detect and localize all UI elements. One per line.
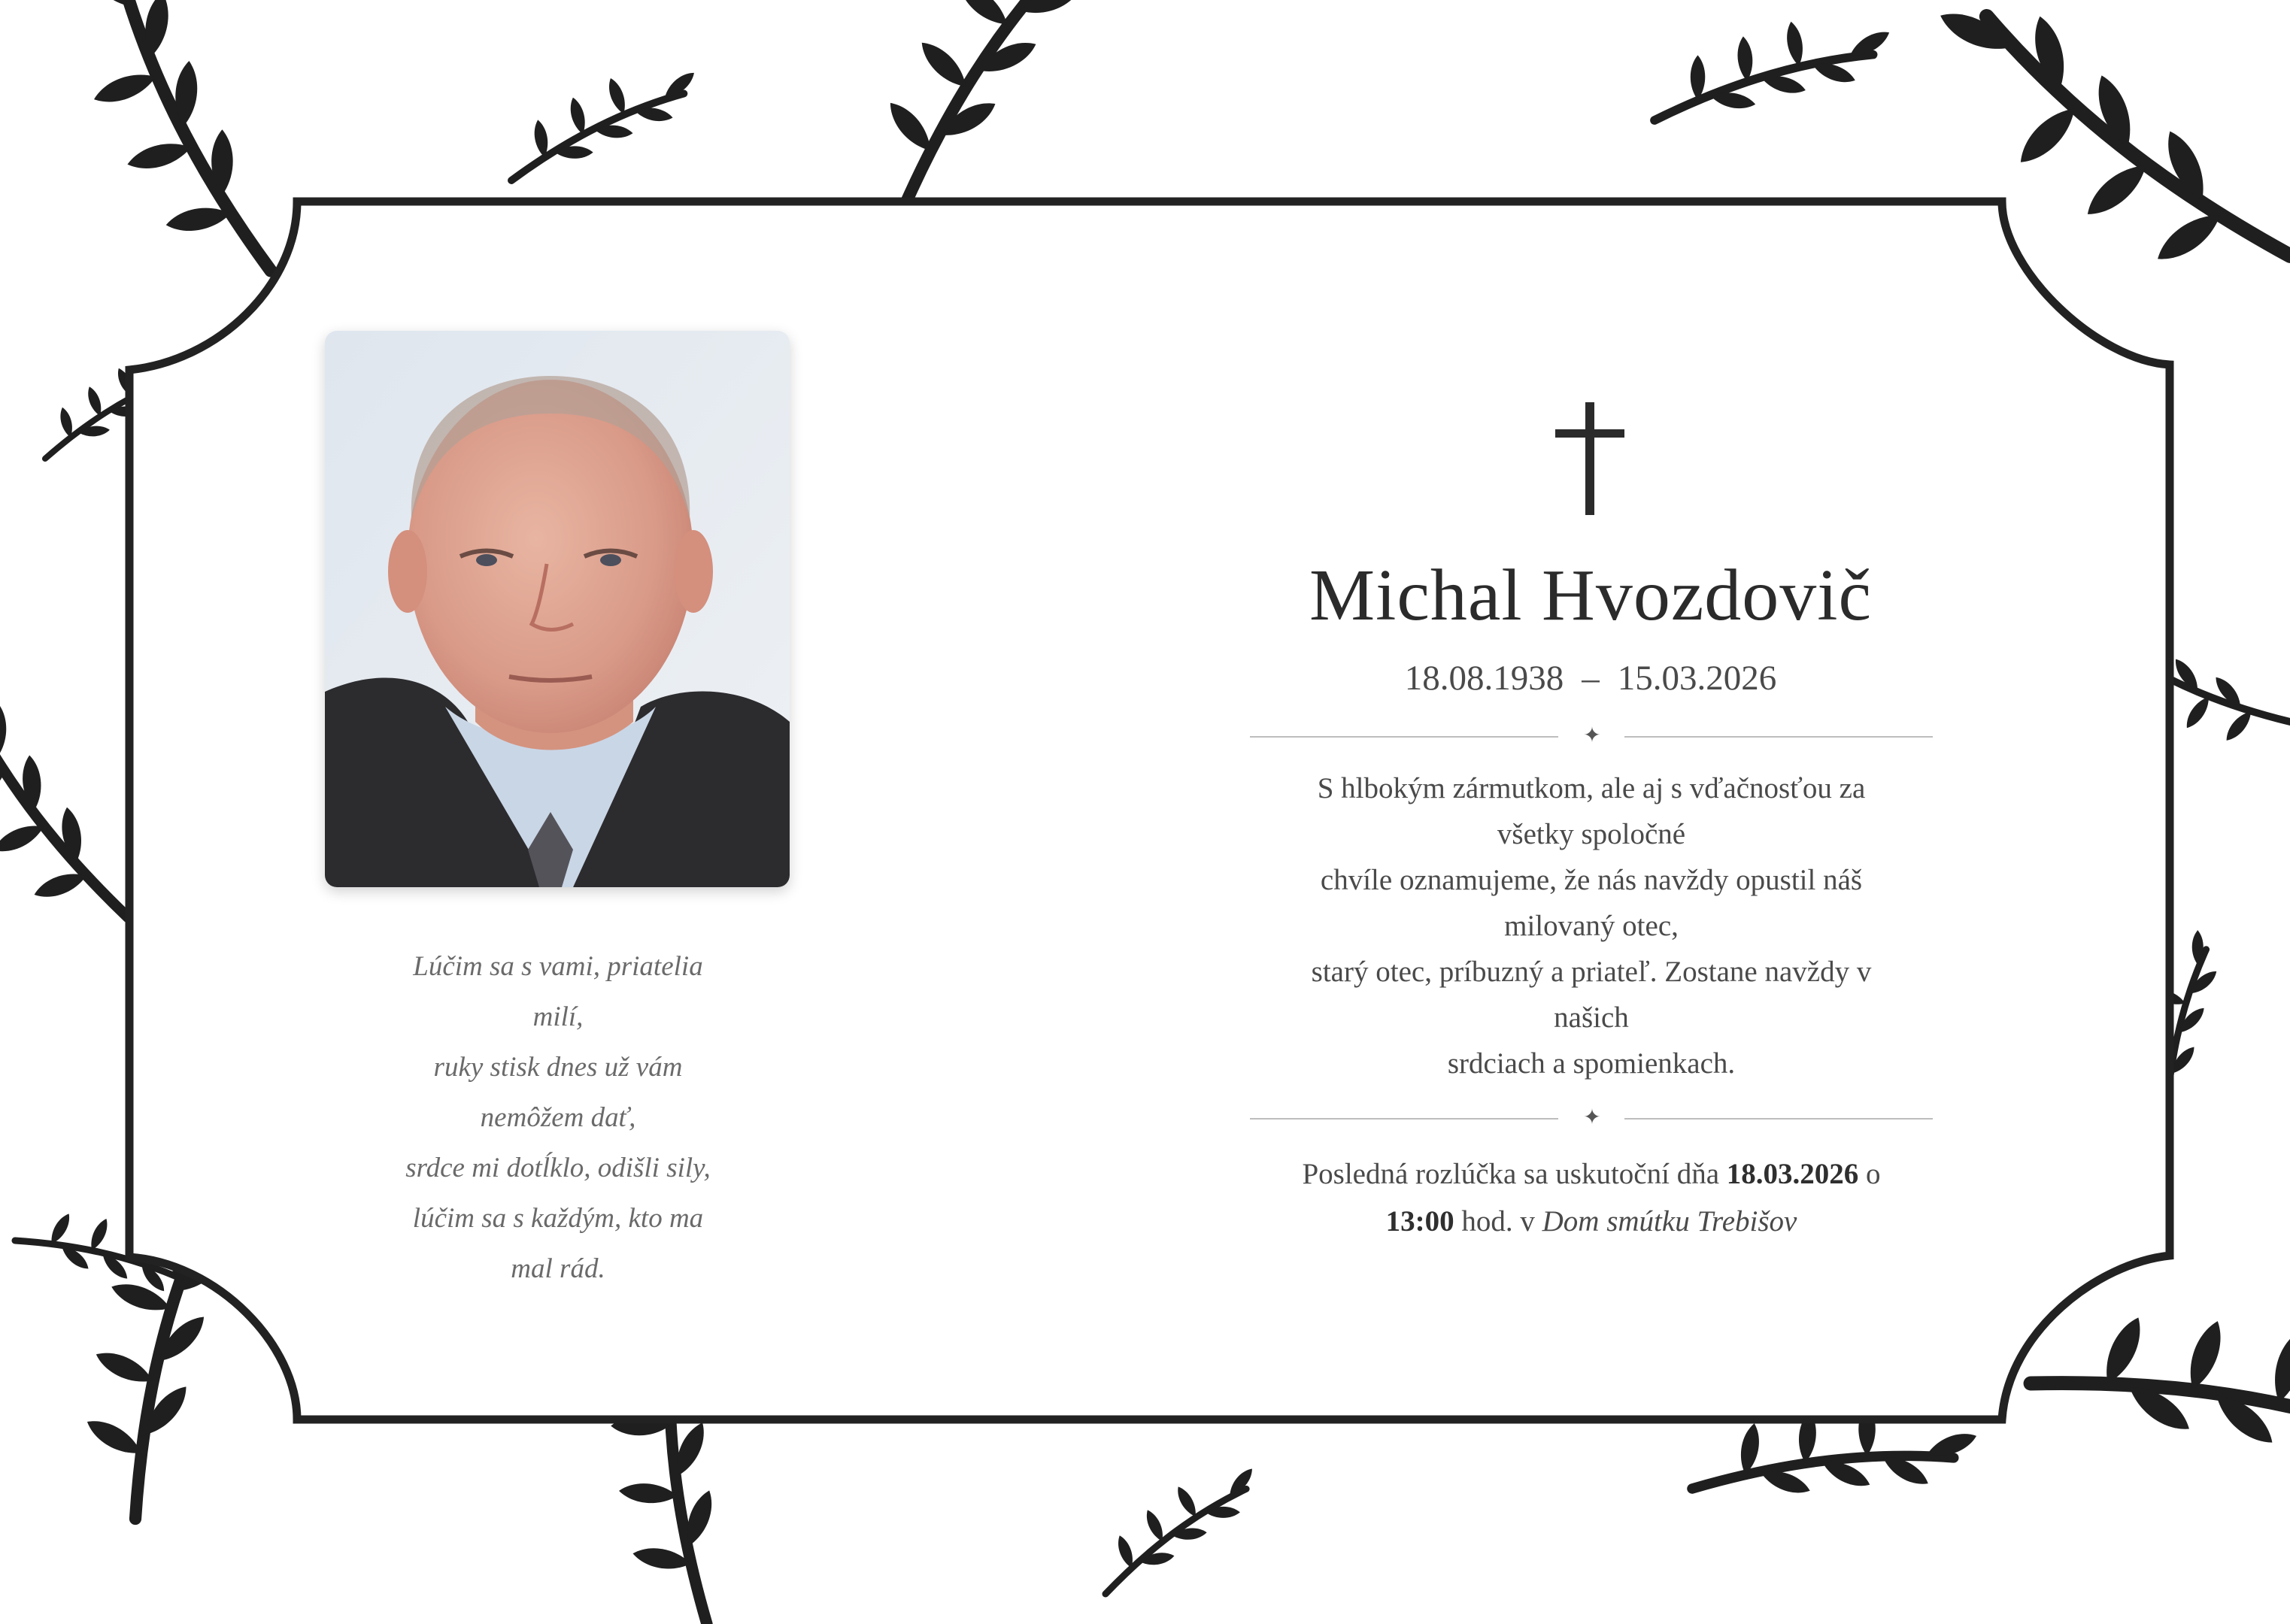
divider-line — [1624, 1118, 1933, 1120]
poem-line: ruky stisk dnes už vám — [433, 1052, 683, 1083]
message-line: S hlbokým zármutkom, ale aj s vďačnosťou za — [1317, 772, 1866, 804]
funeral-time-suffix: hod. v — [1461, 1205, 1535, 1238]
message-line: chvíle oznamujeme, že nás navždy opustil náš — [1320, 864, 1863, 896]
death-date: 15.03.2026 — [1617, 659, 1777, 698]
funeral-time: 13:00 — [1385, 1205, 1454, 1238]
divider-line — [1250, 736, 1558, 738]
funeral-date: 18.03.2026 — [1726, 1158, 1859, 1190]
divider-bottom — [1250, 1104, 1933, 1130]
poem-line: lúčim sa s každým, kto ma — [412, 1203, 704, 1234]
message-line: starý otec, príbuzný a priateľ. Zostane navždy v — [1311, 956, 1872, 988]
birth-date: 18.08.1938 — [1404, 659, 1564, 698]
cross-icon — [1555, 402, 1624, 515]
funeral-place: Dom smútku Trebišov — [1542, 1205, 1797, 1238]
divider-top — [1250, 723, 1933, 748]
funeral-info — [1245, 1150, 1937, 1245]
divider-line — [1624, 736, 1933, 738]
portrait-photo — [325, 331, 790, 887]
divider-star-icon: ✦ — [1583, 723, 1601, 747]
message-line: milovaný otec, — [1504, 910, 1679, 942]
poem-line: Lúčim sa s vami, priatelia — [413, 951, 703, 982]
poem-line: srdce mi dotĺklo, odišli sily, — [405, 1153, 711, 1183]
message-line: všetky spoločné — [1497, 818, 1686, 850]
date-separator: – — [1582, 659, 1600, 698]
poem-line: nemôžem dať, — [480, 1102, 636, 1133]
message-line: srdciach a spomienkach. — [1447, 1047, 1736, 1080]
poem-line: milí, — [532, 1001, 584, 1032]
divider-line — [1250, 1118, 1558, 1120]
deceased-name: Michal Hvozdovič — [1309, 555, 1873, 636]
announcement-text — [1260, 765, 1922, 1086]
life-dates — [1218, 656, 1963, 701]
funeral-prefix: Posledná rozlúčka sa uskutoční dňa — [1302, 1158, 1720, 1190]
divider-star-icon: ✦ — [1583, 1104, 1601, 1129]
poem-line: mal rád. — [511, 1253, 605, 1284]
funeral-connector: o — [1866, 1158, 1881, 1190]
message-line: našich — [1554, 1001, 1629, 1034]
farewell-poem — [361, 941, 755, 1294]
